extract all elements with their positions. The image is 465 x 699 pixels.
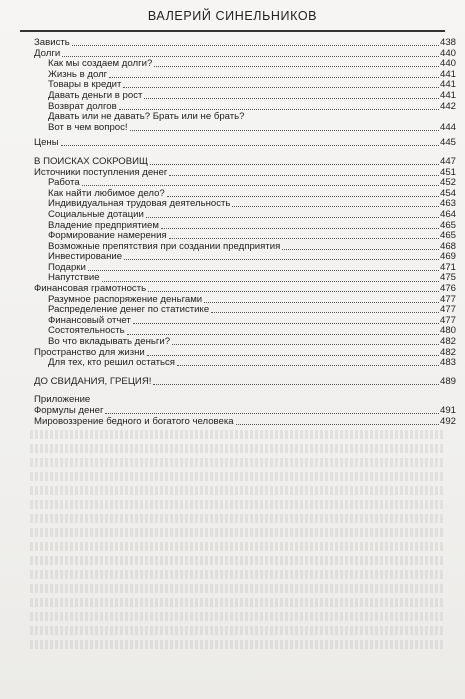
toc-entry-page: 464 (439, 208, 456, 220)
toc-entry (34, 252, 456, 263)
toc-leader-dots (105, 413, 439, 414)
toc-entry-title: Разумное распоряжение деньгами (48, 293, 203, 305)
toc-leader-dots (109, 77, 439, 78)
toc-entry-page: 491 (439, 405, 456, 416)
toc-entry-page: 440 (439, 58, 456, 70)
toc-entry-title: Во что вкладывать деньги? (48, 336, 171, 348)
toc-entry-page: 454 (439, 187, 456, 199)
toc-entry-page: 475 (439, 272, 456, 284)
toc-entry (34, 358, 456, 369)
toc-entry-page: 476 (439, 283, 456, 295)
toc-spacer (34, 387, 456, 395)
toc-entry-title: Пространство для жизни (34, 346, 145, 358)
toc-leader-dots (82, 185, 439, 186)
toc-leader-dots (147, 355, 439, 356)
toc-entry-page: 492 (439, 415, 456, 427)
toc-leader-dots (169, 238, 439, 239)
toc-entry-page: 445 (439, 137, 456, 149)
toc-entry-page: 463 (439, 198, 456, 210)
toc-entry-page: 480 (439, 325, 456, 337)
toc-leader-dots (119, 109, 439, 110)
toc-entry-page: 489 (439, 375, 456, 387)
toc-entry (34, 406, 456, 417)
toc-leader-dots (144, 98, 439, 99)
toc-entry-title: Возможные препятствия при создании предприятия (48, 240, 281, 252)
toc-entry-title: Как мы создаем долги? (48, 58, 153, 70)
toc-leader-dots (150, 164, 439, 165)
toc-leader-dots (161, 228, 439, 229)
toc-entry-title: Для тех, кто решил остаться (48, 357, 176, 369)
toc-entry (34, 210, 456, 221)
toc-leader-dots (167, 196, 439, 197)
toc-entry-page: 441 (439, 68, 456, 80)
toc-leader-dots (88, 270, 439, 271)
toc-leader-dots (62, 56, 439, 57)
toc-entry-title: Формулы денег (34, 405, 104, 416)
toc-entry-page: 441 (439, 89, 456, 101)
toc-entry-page: 438 (439, 37, 456, 48)
toc-entry-title: В ПОИСКАХ СОКРОВИЩ (34, 155, 149, 167)
toc-entry-page: 477 (439, 314, 456, 326)
toc-entry-page: 482 (439, 346, 456, 358)
toc-leader-dots (61, 145, 439, 146)
toc-entry-page: 465 (439, 219, 456, 231)
toc-leader-dots (124, 259, 439, 260)
toc-entry-title: Распределение денег по статистике (48, 304, 210, 316)
toc-entry-title: Долги (34, 47, 61, 59)
toc-leader-dots (72, 45, 439, 46)
toc-entry-page: 444 (439, 121, 456, 133)
toc-entry-page: 471 (439, 261, 456, 273)
toc-entry (34, 91, 456, 102)
toc-entry-title: Владение предприятием (48, 219, 159, 231)
toc-entry-page: 483 (439, 357, 456, 369)
toc-entry-page: 441 (439, 79, 456, 91)
header-rule (20, 30, 445, 32)
toc-leader-dots (169, 175, 439, 176)
toc-leader-dots (204, 302, 439, 303)
toc-entry (34, 157, 456, 168)
toc-entry-title: Приложение (34, 394, 91, 406)
toc-entry-page: 465 (439, 230, 456, 242)
toc-entry-title: Возврат долгов (48, 100, 117, 112)
toc-entry-title: ДО СВИДАНИЯ, ГРЕЦИЯ! (34, 375, 152, 387)
toc-entry (34, 168, 456, 179)
toc-entry-title: Как найти любимое дело? (48, 187, 165, 199)
toc-leader-dots (148, 291, 439, 292)
toc-entry (34, 38, 456, 49)
toc-entry-title: Социальные дотации (48, 208, 144, 220)
toc-leader-dots (127, 334, 439, 335)
toc-entry-title: Жизнь в долг (48, 68, 108, 80)
toc-entry-page: 468 (439, 240, 456, 252)
toc-leader-dots (172, 344, 439, 345)
toc-entry-page: 440 (439, 47, 456, 59)
toc-entry (34, 138, 456, 149)
toc-entry-title: Источники поступления денег (34, 166, 168, 178)
toc-entry-title: Давать или не давать? Брать или не брать? (48, 111, 245, 123)
toc-entry-title: Цены (34, 137, 59, 149)
toc-entry-title: Подарки (48, 261, 86, 273)
toc-leader-dots (177, 365, 439, 366)
toc-entry-title: Индивидуальная трудовая деятельность (48, 198, 231, 210)
toc-entry-title: Вот в чем вопрос! (48, 121, 128, 133)
toc-entry-title: Состоятельность (48, 325, 125, 337)
toc-leader-dots (282, 249, 439, 250)
toc-entry-page: 447 (439, 155, 456, 167)
header-author: ВАЛЕРИЙ СИНЕЛЬНИКОВ (147, 9, 318, 23)
toc-leader-dots (153, 384, 439, 385)
page-header (0, 0, 465, 32)
toc-entry-page: 442 (439, 100, 456, 112)
toc-entry-title: Зависть (34, 37, 70, 48)
toc-leader-dots (146, 217, 439, 218)
bleed-through-text (30, 430, 445, 679)
toc-entry-title: Финансовый отчет (48, 314, 131, 326)
toc-entry-title: Инвестирование (48, 251, 123, 263)
toc-entry-page: 482 (439, 336, 456, 348)
toc-entry-page: 469 (439, 251, 456, 263)
toc-leader-dots (211, 312, 439, 313)
toc-entry-title: Работа (48, 177, 80, 189)
toc-entry-page: 477 (439, 293, 456, 305)
toc-entry-page: 477 (439, 304, 456, 316)
toc-entry (34, 417, 456, 428)
toc-entry-title: Мировоззрение бедного и богатого человека (34, 415, 234, 427)
toc-entry (34, 123, 456, 134)
toc-entry-page: 452 (439, 177, 456, 189)
toc-leader-dots (133, 323, 439, 324)
toc-entry-title: Напутствие (48, 272, 100, 284)
toc-entry-page: 451 (439, 166, 456, 178)
toc-entry-title: Товары в кредит (48, 79, 122, 91)
toc-entry (34, 377, 456, 388)
toc-leader-dots (154, 66, 439, 67)
toc-entry-title: Формирование намерения (48, 230, 167, 242)
table-of-contents (34, 38, 456, 427)
toc-entry-title: Финансовая грамотность (34, 283, 147, 295)
toc-leader-dots (236, 424, 439, 425)
toc-leader-dots (232, 206, 439, 207)
toc-leader-dots (102, 281, 439, 282)
toc-leader-dots (123, 87, 439, 88)
toc-leader-dots (130, 130, 439, 131)
toc-entry-title: Давать деньги в рост (48, 89, 143, 101)
